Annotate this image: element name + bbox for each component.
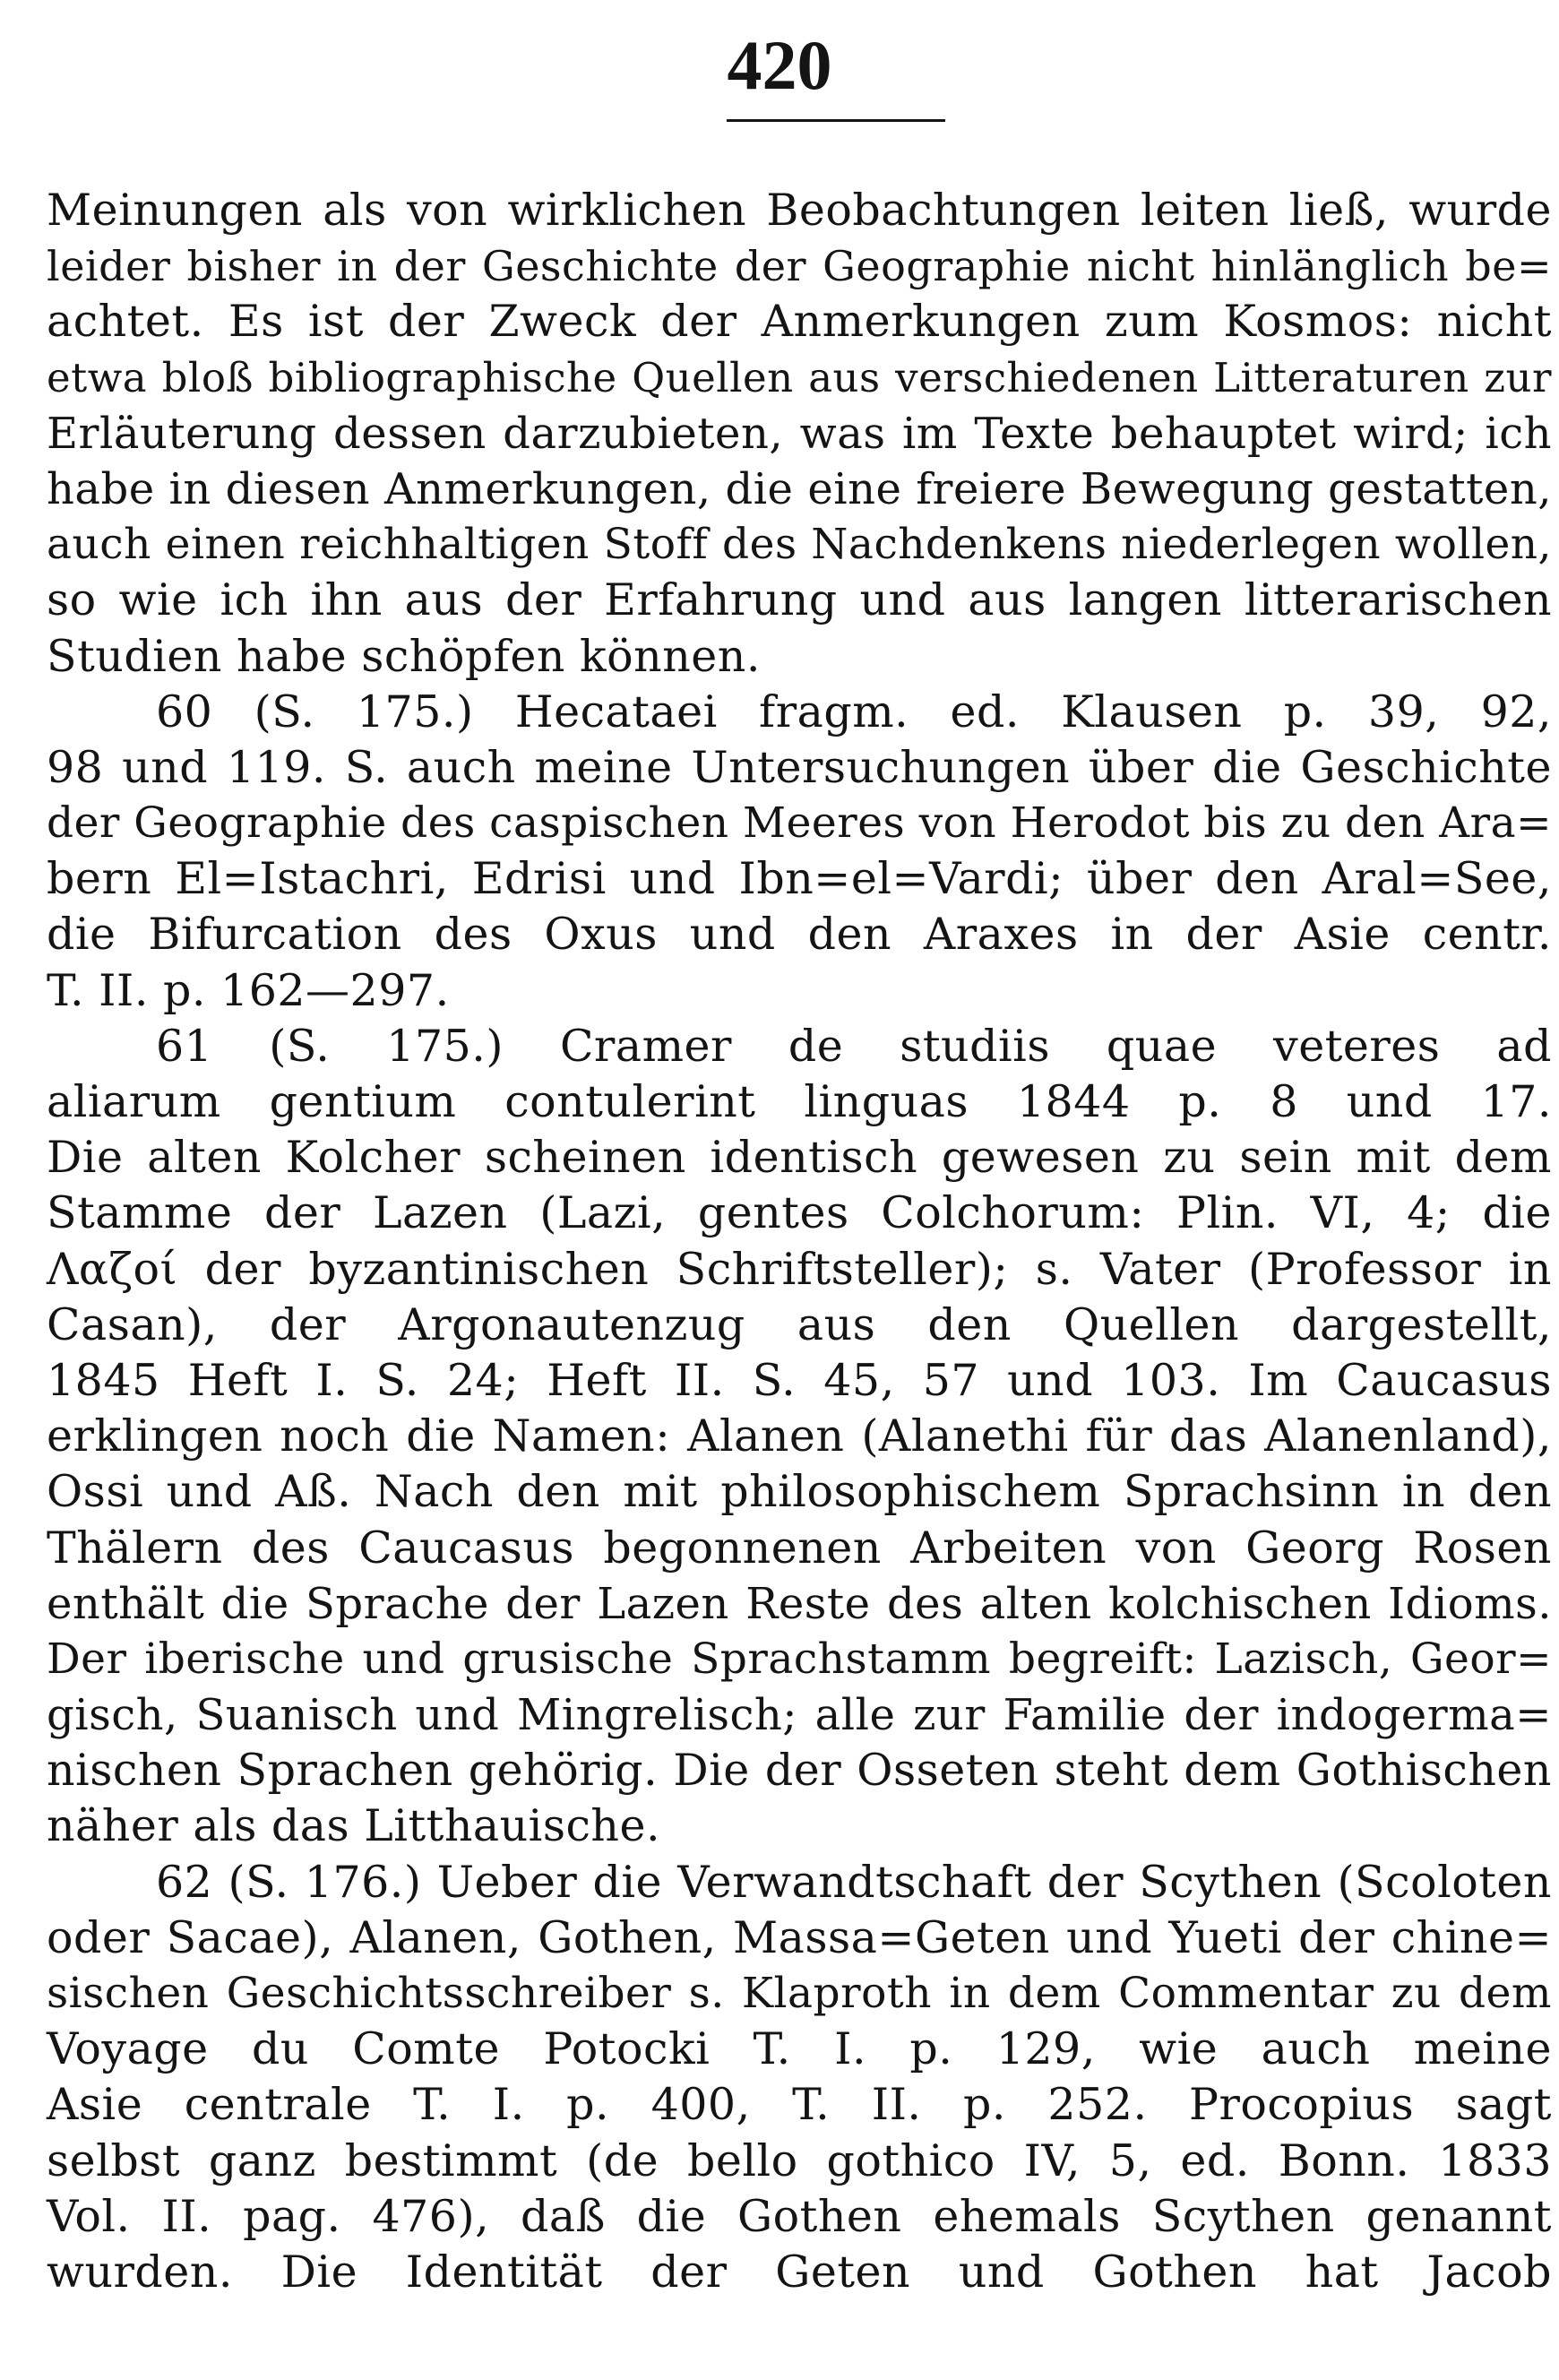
text-line: Vol. II. pag. 476), daß die Gothen ehemals Scythen genannt — [47, 2190, 1552, 2242]
footnote-62-start: 62 (S. 176.) Ueber die Verwandtschaft der Scythen (Scoloten — [156, 1856, 1552, 1908]
body-text — [47, 183, 1552, 2300]
text-line: achtet. Es ist der Zweck der Anmerkungen zum Kosmos: nicht — [47, 296, 1552, 348]
text-line: enthält die Sprache der Lazen Reste des alten kolchischen Idioms. — [47, 1578, 1552, 1629]
text-line: der Geographie des caspischen Meeres von Herodot bis zu den Ara= — [47, 798, 1552, 849]
text-line: bern El=Istachri, Edrisi und Ibn=el=Vardi; über den Aral=See, — [47, 853, 1552, 905]
text-line: sischen Geschichtsschreiber s. Klaproth in dem Commentar zu dem — [47, 1969, 1552, 2018]
footnote-61-start: 61 (S. 175.) Cramer de studiis quae veteres ad — [156, 1020, 1552, 1072]
text-line: wurden. Die Identität der Geten und Gothen hat Jacob — [47, 2246, 1552, 2298]
text-line: erklingen noch die Namen: Alanen (Alanethi für das Alanenland), — [47, 1410, 1552, 1462]
text-line: so wie ich ihn aus der Erfahrung und aus langen litterarischen — [47, 574, 1552, 626]
text-line: Asie centrale T. I. p. 400, T. II. p. 252. Procopius sagt — [47, 2079, 1552, 2131]
text-line: gisch, Suanisch und Mingrelisch; alle zur Familie der indogerma= — [47, 1690, 1552, 1741]
text-line: Voyage du Comte Potocki T. I. p. 129, wie auch meine — [47, 2023, 1552, 2075]
text-line: selbst ganz bestimmt (de bello gothico IV, 5, ed. Bonn. 1833 — [47, 2134, 1552, 2186]
text-line: T. II. p. 162—297. — [47, 964, 450, 1016]
text-line: leider bisher in der Geschichte der Geographie nicht hinlänglich be= — [47, 242, 1552, 291]
text-line: 1845 Heft I. S. 24; Heft II. S. 45, 57 und 103. Im Caucasus — [47, 1354, 1552, 1406]
text-line: etwa bloß bibliographische Quellen aus verschiedenen Litteraturen zur — [47, 353, 1552, 401]
text-line: Λαζοί der byzantinischen Schriftsteller); s. Vater (Professor in — [47, 1243, 1552, 1295]
text-line: 98 und 119. S. auch meine Untersuchungen über die Geschichte — [47, 741, 1552, 793]
footnote-60-start: 60 (S. 175.) Hecataei fragm. ed. Klausen p. 39, 92, — [156, 686, 1552, 737]
text-line: Casan), der Argonautenzug aus den Quellen dargestellt, — [47, 1298, 1552, 1350]
text-line: näher als das Litthauische. — [47, 1800, 661, 1852]
text-line: Thälern des Caucasus begonnenen Arbeiten von Georg Rosen — [47, 1522, 1552, 1574]
text-line: Der iberische und grusische Sprachstamm begreift: Lazisch, Geor= — [47, 1634, 1552, 1684]
text-line: Die alten Kolcher scheinen identisch gewesen zu sein mit dem — [47, 1132, 1552, 1184]
text-line: auch einen reichhaltigen Stoff des Nachdenkens niederlegen wollen, — [47, 520, 1552, 570]
page-number: 420 — [727, 26, 832, 104]
text-line: Studien habe schöpfen können. — [47, 630, 761, 682]
text-line: Stamme der Lazen (Lazi, gentes Colchorum: Plin. VI, 4; die — [47, 1187, 1552, 1239]
text-line: Ossi und Aß. Nach den mit philosophischem Sprachsinn in den — [47, 1466, 1552, 1518]
header-rule — [727, 119, 945, 122]
text-line: die Bifurcation des Oxus und den Araxes in der Asie centr. — [47, 909, 1552, 961]
text-line: nischen Sprachen gehörig. Die der Osseten steht dem Gothischen — [47, 1745, 1552, 1797]
text-line: Erläuterung dessen darzubieten, was im Texte behauptet wird; ich — [47, 408, 1552, 459]
text-line: habe in diesen Anmerkungen, die eine freiere Bewegung gestatten, — [47, 463, 1552, 514]
text-line: aliarum gentium contulerint linguas 1844 p. 8 und 17. — [47, 1076, 1552, 1127]
text-line: Meinungen als von wirklichen Beobachtungen leiten ließ, wurde — [47, 185, 1552, 236]
text-line: oder Sacae), Alanen, Gothen, Massa=Geten und Yueti der chine= — [47, 1911, 1552, 1963]
